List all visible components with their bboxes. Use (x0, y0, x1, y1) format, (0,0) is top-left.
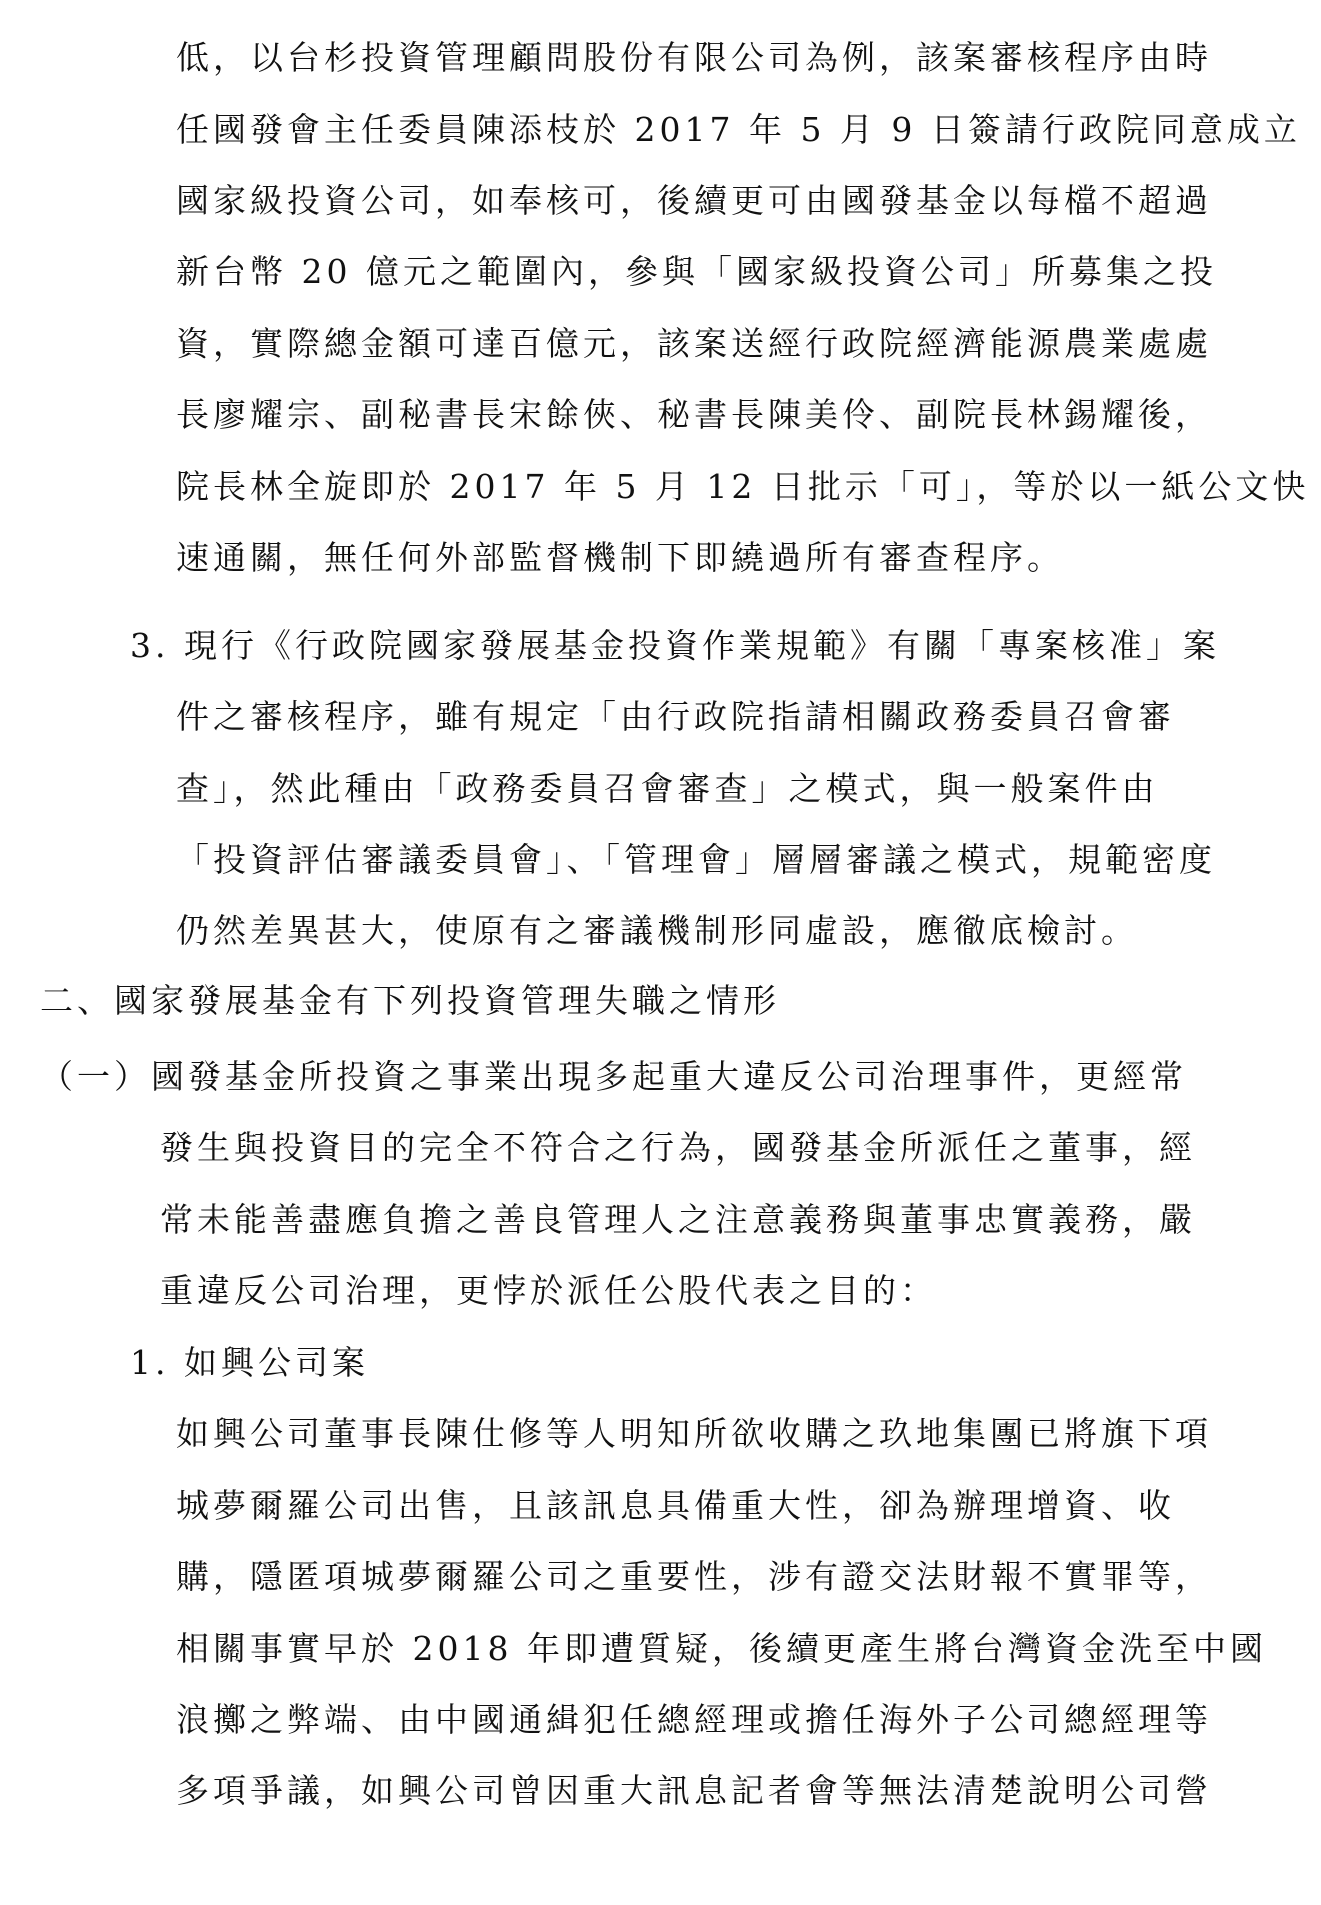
paragraph-line: 資，實際總金額可達百億元，該案送經行政院經濟能源農業處處 (176, 324, 1212, 363)
paragraph-line: 如興公司董事長陳仕修等人明知所欲收購之玖地集團已將旗下項 (176, 1414, 1212, 1453)
section-heading: 二、國家發展基金有下列投資管理失職之情形 (40, 981, 780, 1020)
list-item-heading: 3. 現行《行政院國家發展基金投資作業規範》有關「專案核准」案 (130, 626, 1220, 665)
paragraph-line: 重違反公司治理，更悖於派任公股代表之目的： (160, 1271, 937, 1310)
paragraph-line: 院長林全旋即於 2017 年 5 月 12 日批示「可」，等於以一紙公文快 (176, 467, 1310, 506)
paragraph-line: 購，隱匿項城夢爾羅公司之重要性，涉有證交法財報不實罪等， (176, 1557, 1212, 1596)
list-item-heading: 1. 如興公司案 (130, 1343, 369, 1382)
paragraph-line: 件之審核程序，雖有規定「由行政院指請相關政務委員召會審 (176, 697, 1175, 736)
paragraph-line: 多項爭議，如興公司曾因重大訊息記者會等無法清楚說明公司營 (176, 1771, 1212, 1810)
paragraph-line: 查」，然此種由「政務委員召會審查」之模式，與一般案件由 (176, 769, 1159, 808)
subsection-heading: （一）國發基金所投資之事業出現多起重大違反公司治理事件，更經常 (40, 1057, 1187, 1096)
paragraph-line: 長廖耀宗、副秘書長宋餘俠、秘書長陳美伶、副院長林錫耀後， (176, 395, 1212, 434)
paragraph-line: 浪擲之弊端、由中國通緝犯任總經理或擔任海外子公司總經理等 (176, 1700, 1212, 1739)
paragraph-line: 任國發會主任委員陳添枝於 2017 年 5 月 9 日簽請行政院同意成立 (176, 110, 1301, 149)
paragraph-line: 仍然差異甚大，使原有之審議機制形同虛設，應徹底檢討。 (176, 911, 1138, 950)
paragraph-line: 發生與投資目的完全不符合之行為，國發基金所派任之董事，經 (160, 1128, 1196, 1167)
paragraph-line: 國家級投資公司，如奉核可，後續更可由國發基金以每檔不超過 (176, 181, 1212, 220)
paragraph-line: 相關事實早於 2018 年即遭質疑，後續更產生將台灣資金洗至中國 (176, 1629, 1267, 1668)
paragraph-line: 新台幣 20 億元之範圍內，參與「國家級投資公司」所募集之投 (176, 252, 1217, 291)
paragraph-line: 低，以台杉投資管理顧問股份有限公司為例，該案審核程序由時 (176, 38, 1212, 77)
paragraph-line: 速通關，無任何外部監督機制下即繞過所有審查程序。 (176, 538, 1064, 577)
paragraph-line: 「投資評估審議委員會」、「管理會」層層審議之模式，規範密度 (176, 840, 1216, 879)
paragraph-line: 城夢爾羅公司出售，且該訊息具備重大性，卻為辦理增資、收 (176, 1486, 1175, 1525)
paragraph-line: 常未能善盡應負擔之善良管理人之注意義務與董事忠實義務，嚴 (160, 1200, 1196, 1239)
